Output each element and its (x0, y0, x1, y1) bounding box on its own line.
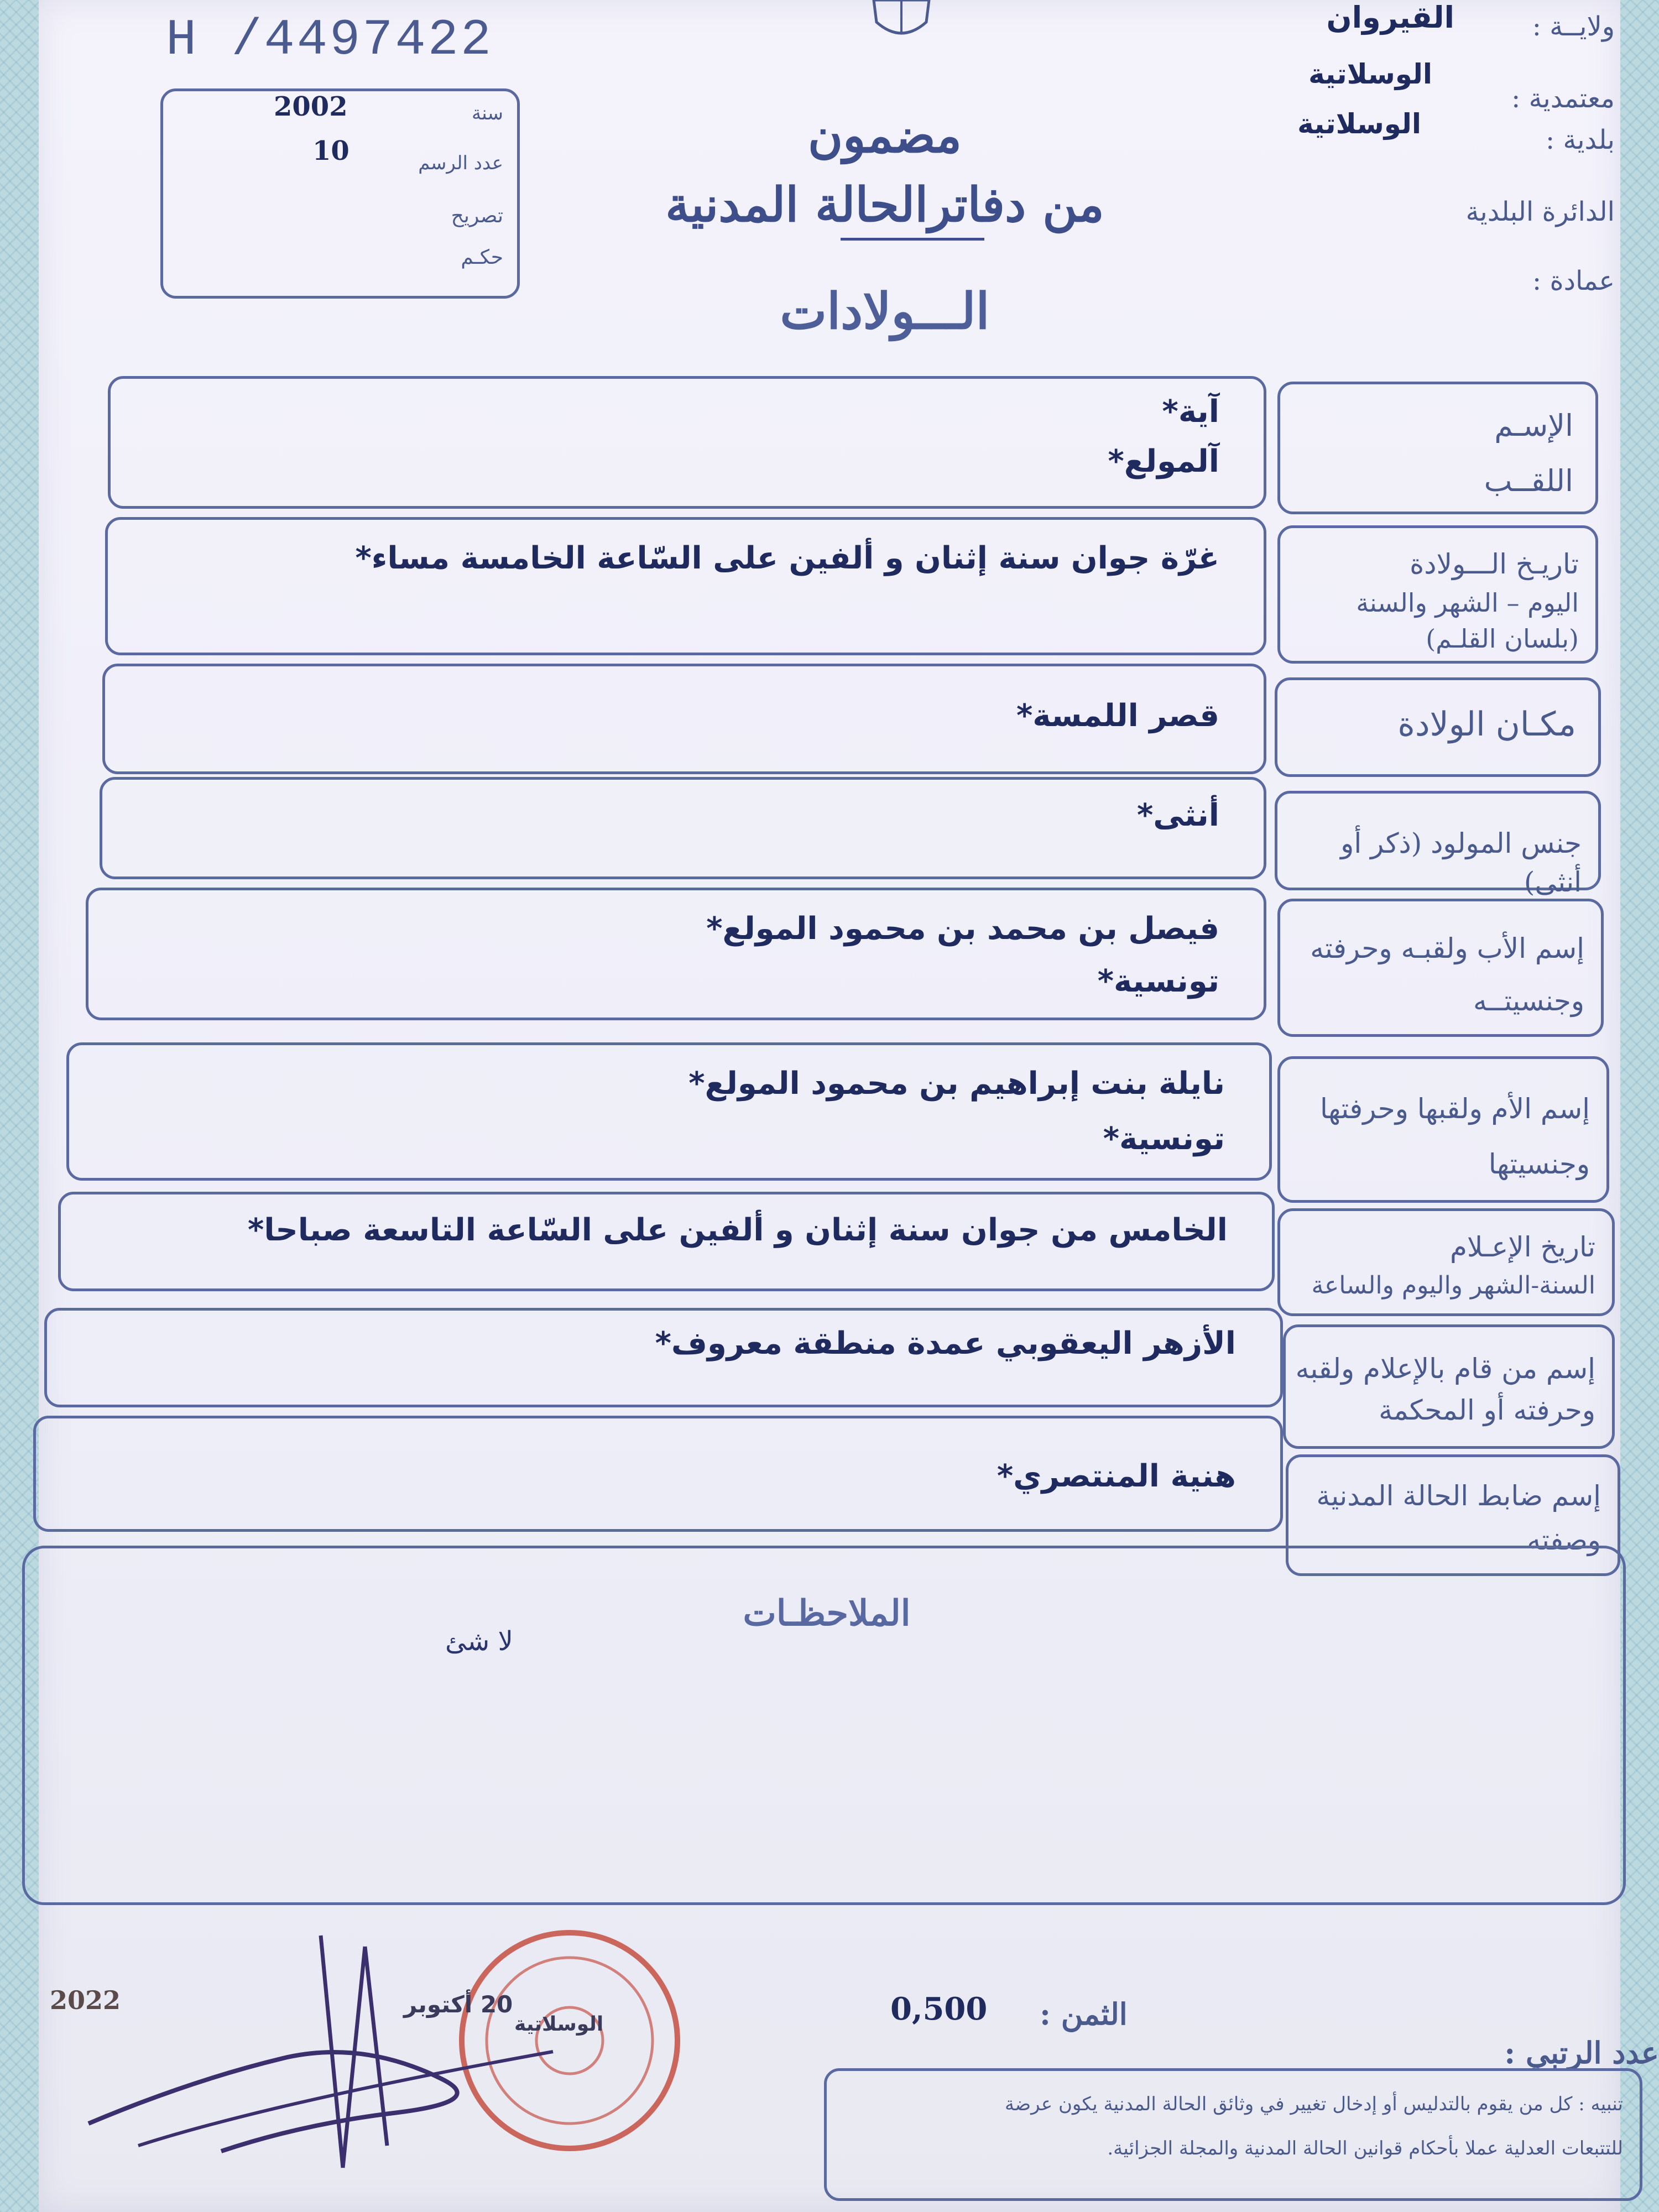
sex-value: أنثى* (1136, 797, 1219, 833)
mother-nationality-value: تونسية* (1103, 1121, 1225, 1157)
declarant-value: الأزهر اليعقوبي عمدة منطقة معروف* (655, 1326, 1236, 1361)
field-label-box-mother (1277, 1056, 1609, 1203)
declaration-date-label-2: السنة-الشهر واليوم والساعة (1311, 1271, 1595, 1300)
mother-name-value: نايلة بنت إبراهيم بن محمود المولع* (688, 1066, 1225, 1102)
delegation-label: معتمدية : (1511, 83, 1615, 114)
remarks-title: الملاحظـات (743, 1593, 911, 1634)
father-nationality-value: تونسية* (1097, 963, 1219, 999)
field-label-box-declaration-date (1277, 1208, 1615, 1316)
surname-label: اللقــب (1484, 463, 1573, 498)
coat-of-arms-icon (863, 0, 940, 44)
field-label-box-birth-date (1277, 525, 1598, 664)
field-label-box-birth-place (1275, 677, 1601, 777)
sex-label: جنس المولود (ذكر أو أنثى) (1340, 827, 1582, 898)
year-label: سنة (472, 102, 503, 124)
birth-place-value: قصر اللمسة* (1016, 698, 1219, 734)
serial-order-label: عدد الرتبي : (1504, 2035, 1659, 2070)
surname-value: آلمولع* (1108, 444, 1219, 479)
title-births: الـــولادات (780, 282, 990, 341)
birth-date-label-1: تاريـخ الـــولادة (1410, 548, 1579, 580)
title-from-registers: من دفاترالحالة المدنية (665, 177, 1104, 233)
price-value: 0,500 (890, 1991, 988, 2027)
declaration-date-label-1: تاريخ الإعـلام (1449, 1231, 1595, 1263)
birth-date-label-3: (بلسان القلـم) (1426, 624, 1579, 654)
remarks-box (22, 1546, 1626, 1905)
omda-label: عمادة : (1532, 265, 1615, 296)
stamp-date: 20 أكتوبر (404, 1991, 513, 2018)
serial-number: H /4497422 (166, 11, 494, 69)
officer-label-2: وصفته (1527, 1524, 1601, 1556)
father-label-2: وجنسيتــه (1473, 985, 1584, 1017)
legal-notice-box (824, 2068, 1642, 2201)
notice-line-1: تنبيه : كل من يقوم بالتدليس أو إدخال تغيير في وثائق الحالة المدنية يكون عرضة (1005, 2093, 1623, 2115)
notice-line-2: للتتبعات العدلية عملا بأحكام قوانين الحالة المدنية والمجلة الجزائية. (1107, 2137, 1623, 2159)
mother-label-2: وجنسيتها (1488, 1148, 1590, 1180)
judgment-label: حكـم (461, 246, 503, 269)
first-name-value: آية* (1162, 394, 1219, 430)
father-label-1: إسم الأب ولقبـه وحرفته (1310, 932, 1584, 964)
birth-place-label: مكـان الولادة (1397, 705, 1576, 744)
declarant-label-1: إسم من قام بالإعلام ولقبه (1295, 1353, 1595, 1385)
first-name-label: الإسـم (1494, 408, 1573, 443)
field-value-box-father (86, 888, 1266, 1020)
birth-date-label-2: اليوم – الشهر والسنة (1356, 588, 1579, 618)
father-name-value: فيصل بن محمد بن محمود المولع* (706, 911, 1219, 947)
delegation-value: الوسلاتية (1308, 58, 1432, 90)
year-value: 2002 (274, 91, 348, 122)
field-value-box-sex (100, 777, 1266, 879)
field-value-box-birth-place (102, 664, 1266, 774)
field-label-box-name (1277, 382, 1598, 514)
field-value-box-declaration-date (58, 1192, 1275, 1291)
field-value-box-birth-date (105, 517, 1266, 655)
registration-box (160, 88, 520, 299)
officer-label-1: إسم ضابط الحالة المدنية (1316, 1480, 1601, 1512)
field-value-box-officer (33, 1416, 1283, 1532)
field-value-box-mother (66, 1042, 1272, 1181)
number-value: 10 (312, 135, 349, 166)
declaration-date-value: الخامس من جوان سنة إثنان و ألفين على السّاعة التاسعة صباحا* (248, 1212, 1228, 1248)
mother-label-1: إسم الأم ولقبها وحرفتها (1319, 1093, 1590, 1125)
remarks-value: لا شئ (445, 1626, 513, 1657)
wilaya-value: القيروان (1326, 0, 1454, 35)
municipality-value: الوسلاتية (1297, 108, 1421, 140)
stamp-year: 2022 (50, 1985, 121, 2015)
stamp-municipality: الوسلاتية (514, 2013, 604, 2036)
title-extract: مضمون (808, 108, 962, 164)
title-underline (841, 238, 984, 241)
field-label-box-sex (1275, 791, 1601, 898)
field-label-box-father (1277, 899, 1604, 1037)
number-label: عدد الرسم (418, 152, 503, 174)
declarant-label-2: وحرفته أو المحكمة (1379, 1394, 1595, 1426)
declaration-label: تصريح (451, 205, 503, 227)
field-value-box-declarant (44, 1308, 1283, 1407)
officer-value: هنية المنتصري* (997, 1458, 1236, 1494)
field-value-box-name (108, 376, 1266, 509)
field-label-box-declarant (1283, 1324, 1615, 1449)
wilaya-label: ولايــة : (1532, 11, 1615, 42)
birth-date-value: غرّة جوان سنة إثنان و ألفين على السّاعة الخامسة مساء* (355, 540, 1219, 576)
district-label: الدائرة البلدية (1465, 196, 1615, 227)
handwritten-signature (55, 1913, 664, 2190)
price-label: الثمن : (1040, 1996, 1128, 2032)
municipality-label: بلدية : (1546, 124, 1615, 155)
